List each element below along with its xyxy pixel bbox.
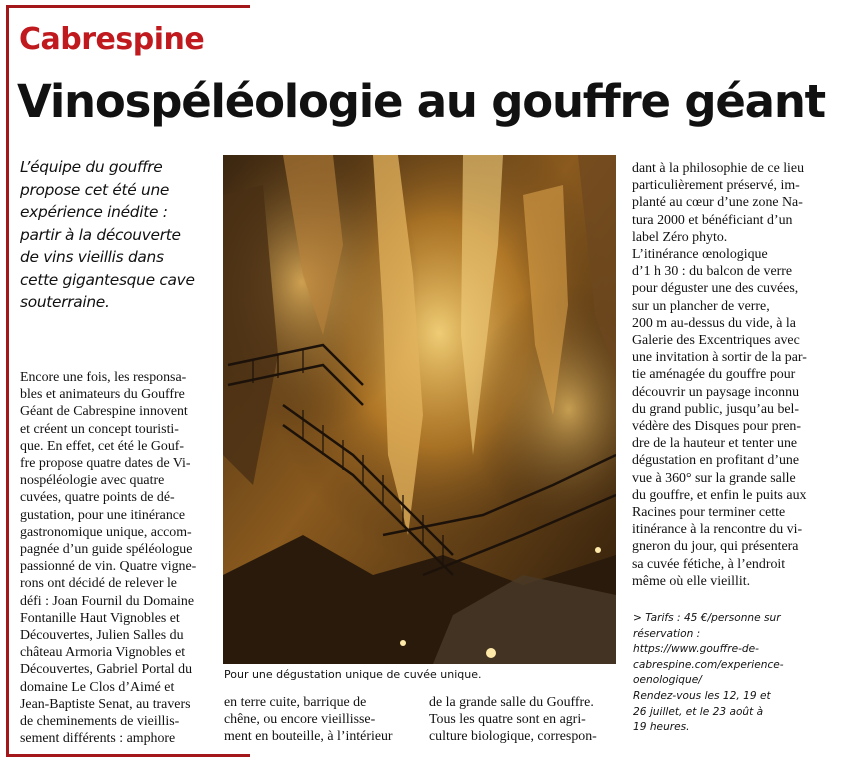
cave-photo — [223, 155, 616, 664]
body-line: dégustation en profitant d’une — [632, 453, 800, 469]
body-line: Tous les quatre sont en agri- — [429, 712, 586, 728]
body-column-3 — [429, 694, 617, 746]
body-line: du grand public, jusqu’au bel- — [632, 401, 800, 417]
body-line: Jean-Baptiste Senat, au travers — [20, 696, 191, 712]
body-line: planté au cœur d’une zone Na- — [632, 195, 803, 211]
body-line: tura 2000 et bénéficiant d’un — [632, 212, 793, 228]
body-line: culture biologique, correspon- — [429, 729, 597, 745]
body-line: même où elle vieillit. — [632, 573, 751, 589]
body-line: label Zéro phyto. — [632, 229, 728, 245]
info-line: > Tarifs : 45 €/personne sur — [633, 612, 781, 624]
body-line: Racines pour terminer cette — [632, 505, 786, 521]
body-line: cuvées, quatre points de dé- — [20, 490, 175, 506]
body-line: château Armoria Vignobles et — [20, 645, 186, 661]
body-line: passionné de vin. Quatre vigne- — [20, 559, 197, 575]
lede-line: L’équipe du gouffre — [20, 158, 163, 176]
body-line: gastronomique unique, accom- — [20, 524, 192, 540]
body-line: ment en bouteille, à l’intérieur — [224, 729, 393, 745]
body-line: découvrir un paysage inconnu — [632, 384, 800, 400]
frame-top-rule — [6, 5, 250, 8]
body-column-4 — [632, 160, 820, 590]
body-line: rons ont décidé de relever le — [20, 576, 177, 592]
body-line: dre de la hauteur et tenter une — [632, 436, 798, 452]
body-line: Galerie des Excentriques avec — [632, 333, 800, 349]
body-line: de la grande salle du Gouffre. — [429, 695, 594, 710]
body-line: itinérance à la rencontre du vi- — [632, 522, 803, 538]
body-line: particulièrement préservé, im- — [632, 178, 800, 194]
info-link[interactable]: cabrespine.com/experience- — [633, 658, 784, 671]
body-line: Géant de Cabrespine innovent — [20, 404, 188, 420]
lede-line: expérience inédite : — [20, 203, 168, 221]
body-line: Fontanille Haut Vignobles et — [20, 610, 180, 626]
info-line: 26 juillet, et le 23 août à — [633, 705, 764, 718]
lede-line: partir à la découverte — [20, 225, 181, 244]
body-line: bles et animateurs du Gouffre — [20, 387, 185, 403]
info-link[interactable]: oenologique/ — [633, 674, 702, 687]
body-line: en terre cuite, barrique de — [224, 695, 367, 710]
body-line: pagnée d’un guide spéléologue — [20, 542, 193, 558]
body-line: dant à la philosophie de ce lieu — [632, 161, 805, 176]
body-line: défi : Joan Fournil du Domaine — [20, 593, 194, 609]
lede-line: de vins vieillis dans — [20, 248, 164, 266]
body-line: sur un plancher de verre, — [632, 298, 770, 314]
body-column-1 — [20, 369, 210, 747]
lede-line: cette gigantesque cave — [20, 270, 195, 289]
body-line: tie aménagée du gouffre pour — [632, 367, 796, 383]
frame-bottom-rule — [6, 754, 250, 757]
body-line: et créent un concept touristi- — [20, 421, 179, 437]
body-line: du gouffre, et enfin le puits aux — [632, 487, 807, 503]
body-line: sa cuvée fétiche, à l’endroit — [632, 556, 786, 572]
body-line: vue à 360° sur la grande salle — [632, 470, 796, 486]
body-line: domaine Le Clos d’Aimé et — [20, 679, 175, 695]
article-headline: Vinospéléologie au gouffre géant — [17, 75, 825, 128]
info-line: 19 heures. — [633, 721, 690, 734]
body-line: sement différents : amphore — [20, 731, 176, 747]
body-line: d’1 h 30 : du balcon de verre — [632, 264, 793, 280]
body-line: nospéléologie avec quatre — [20, 473, 165, 489]
body-column-2 — [224, 694, 413, 746]
body-line: fre propose quatre dates de Vi- — [20, 456, 191, 472]
body-line: Découvertes, Julien Salles du — [20, 628, 184, 644]
photo-caption: Pour une dégustation unique de cuvée unique. — [224, 668, 482, 681]
body-line: une invitation à sortir de la par- — [632, 350, 807, 366]
info-line: réservation : — [633, 627, 701, 640]
frame-left-rule — [6, 5, 9, 757]
body-line: chêne, ou encore vieillisse- — [224, 712, 376, 728]
practical-info — [633, 611, 823, 736]
body-line: que. En effet, cet été le Gouf- — [20, 438, 185, 454]
body-line: 200 m au-dessus du vide, à la — [632, 315, 796, 331]
kicker-location: Cabrespine — [19, 22, 205, 57]
cave-illustration — [223, 155, 616, 664]
lede-line: propose cet été une — [20, 180, 170, 199]
body-line: de cheminements de vieillis- — [20, 714, 180, 730]
article-lede — [20, 156, 210, 314]
body-line: L’itinérance œnologique — [632, 247, 768, 263]
body-line: védère des Disques pour pren- — [632, 419, 801, 435]
info-link[interactable]: https://www.gouffre-de- — [633, 643, 759, 656]
body-line: Découvertes, Gabriel Portal du — [20, 662, 193, 678]
lede-line: souterraine. — [20, 293, 110, 311]
body-line: gustation, pour une itinérance — [20, 507, 186, 523]
info-line: Rendez-vous les 12, 19 et — [633, 689, 771, 702]
body-line: Encore une fois, les responsa- — [20, 370, 187, 385]
body-line: gneron du jour, qui présentera — [632, 539, 799, 555]
body-line: pour déguster une des cuvées, — [632, 281, 799, 297]
